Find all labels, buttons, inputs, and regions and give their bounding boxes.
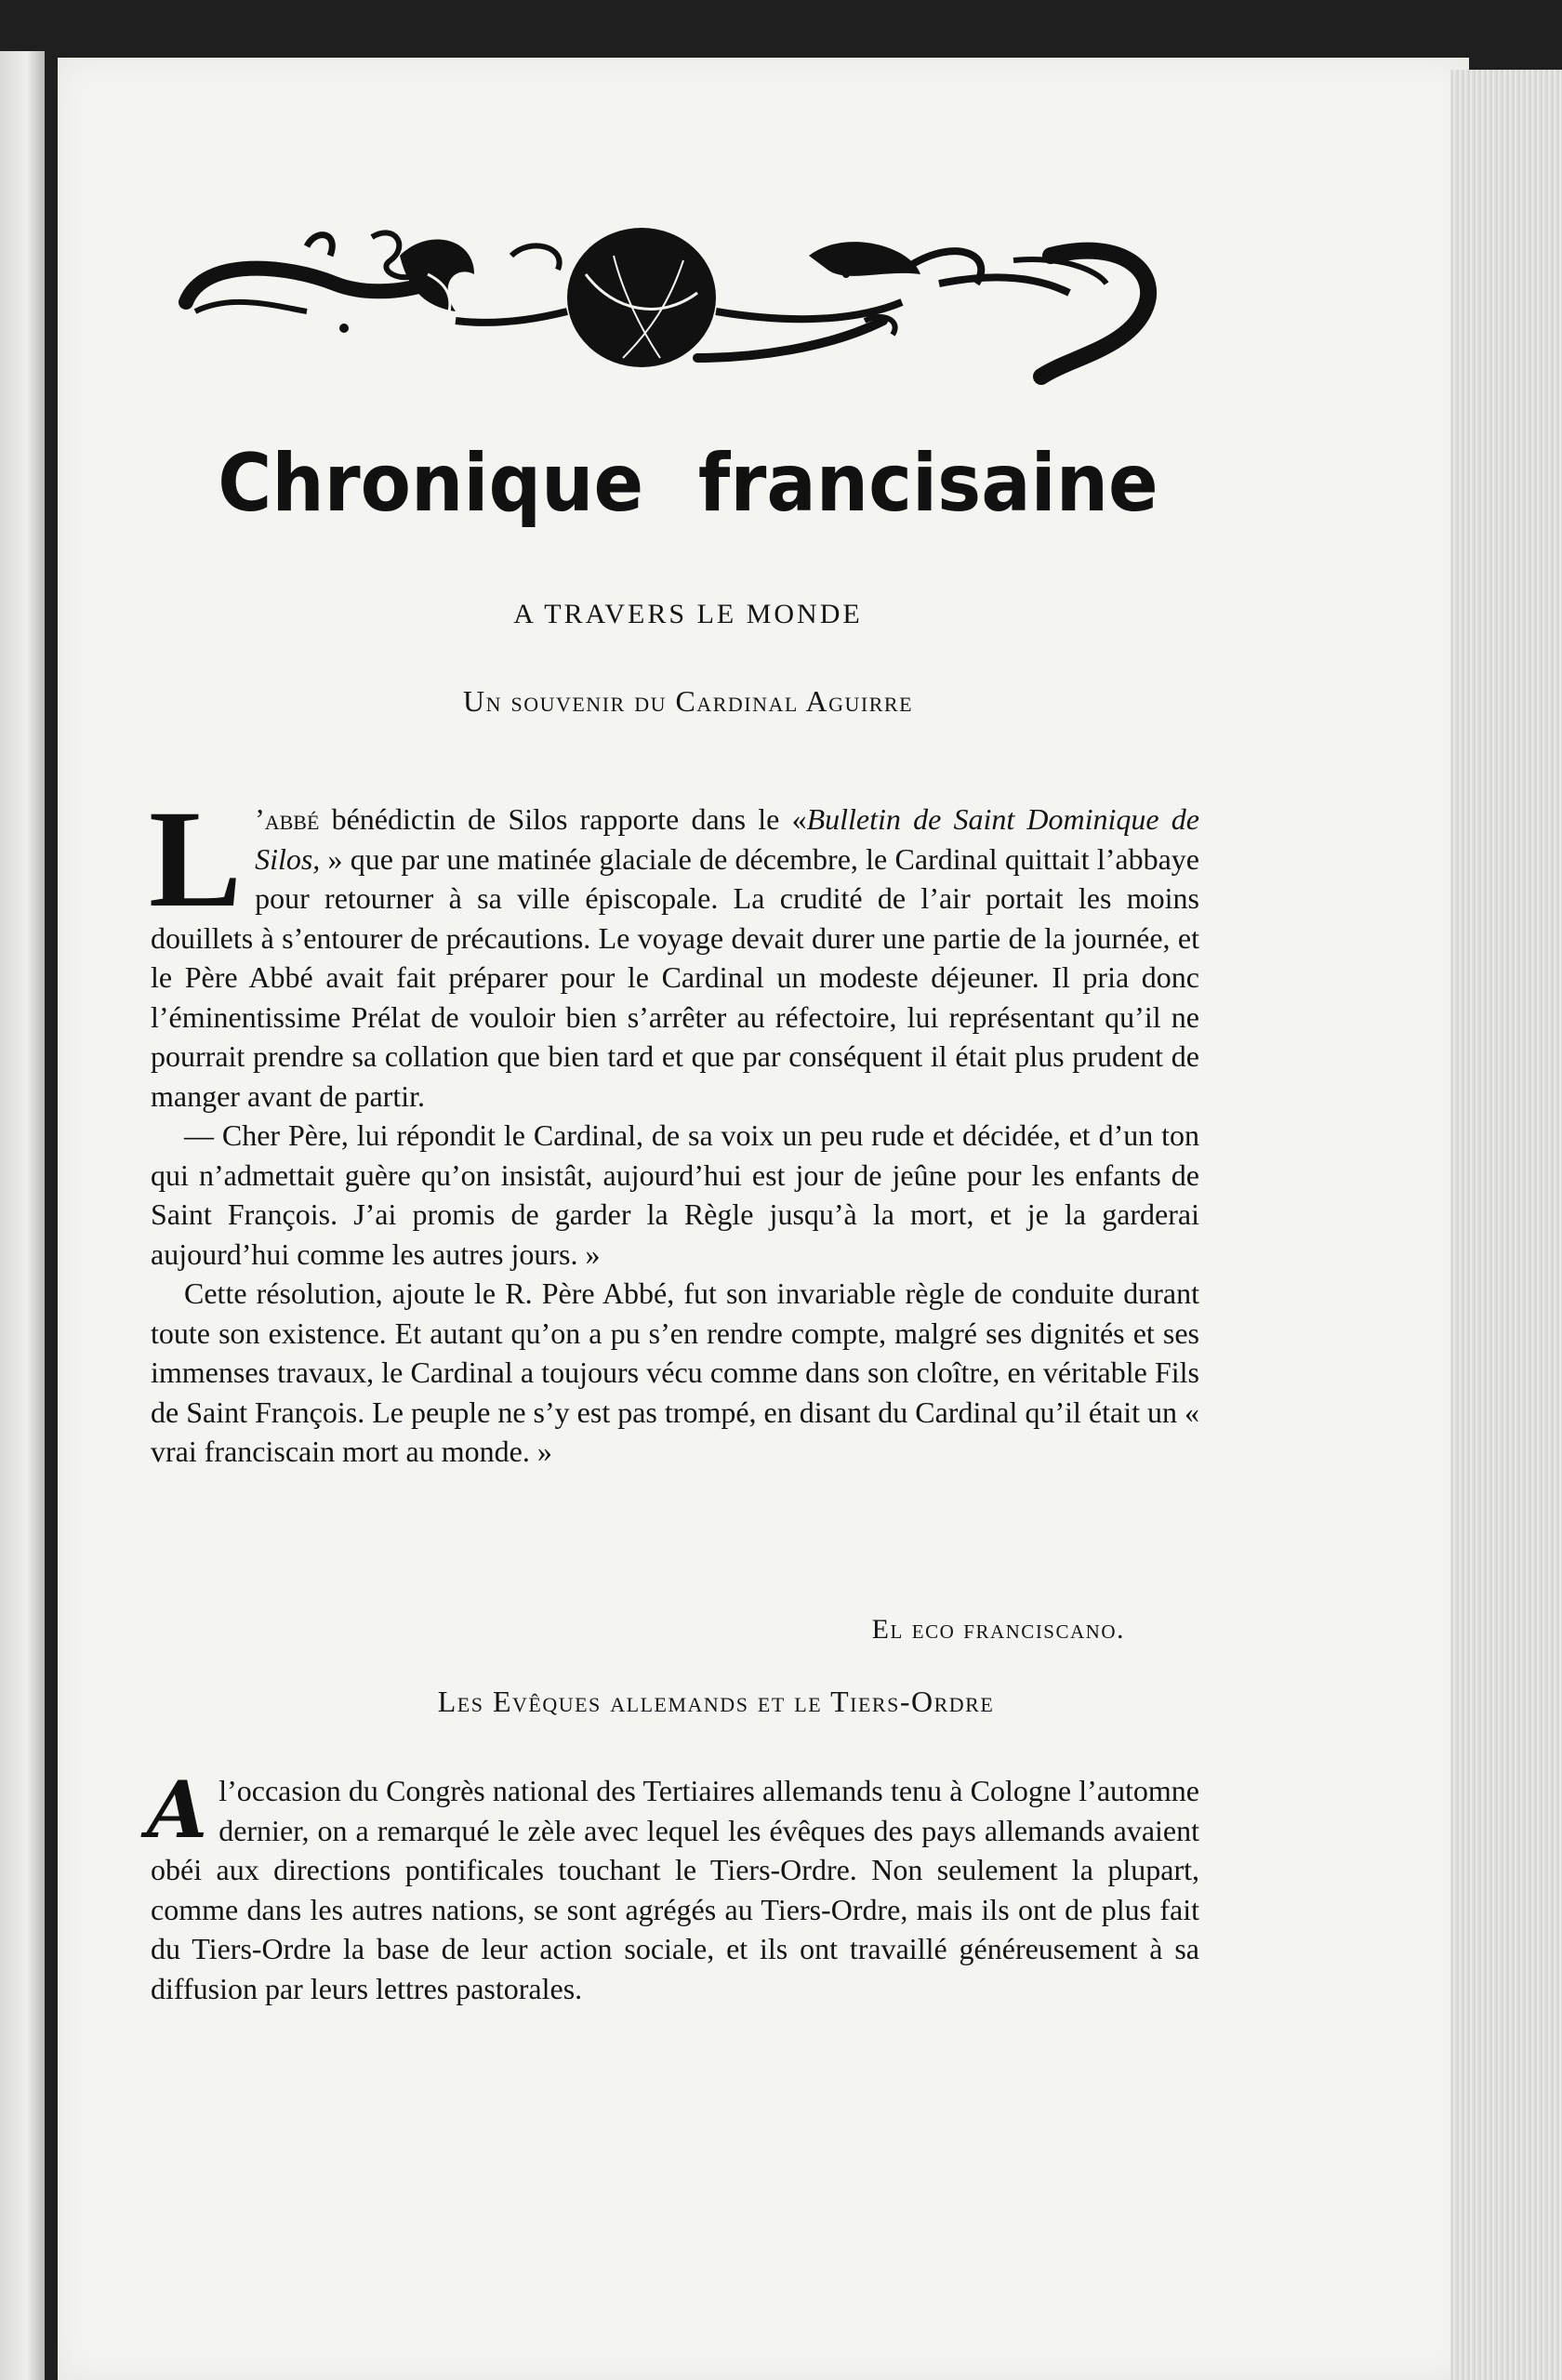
article1-heading: Un souvenir du Cardinal Aguirre — [462, 684, 914, 718]
page-stack-edge — [1450, 70, 1562, 2380]
facing-page-edge — [0, 51, 45, 2380]
dropcap-a: A — [147, 1764, 208, 1856]
article1-signature: El eco franciscano. — [871, 1614, 1125, 1645]
article1-body — [149, 782, 1200, 1472]
section-heading: A TRAVERS LE MONDE — [513, 599, 863, 629]
article2-paragraph-1 — [147, 1764, 1199, 2008]
article1-lead: ’abbé — [255, 802, 320, 836]
article2-p1-text: l’occasion du Congrès national des Tertiaires allemands tenu à Cologne l’automne dernier, on a remarqué le zèle avec lequel les évêques des pays allemands avaient obéi aux directions pontificales touchant le Tiers-Ordre. Non seulement la plupart, comme dans les autres nations, se sont agrégés au Tiers-Ordre, mais ils ont de plus fait du Tiers-Ordre la base de leur action sociale, et ils ont travaillé généreusement à sa diffusion par leurs lettres pastorales. — [151, 1774, 1199, 2005]
article1-paragraph-3: Cette résolution, ajoute le R. Père Abbé, fut son invariable règle de conduite durant toute son existence. Et autant qu’on a pu s’en rendre compte, malgré ses dignités et ses immenses travaux, le Cardinal a toujours vécu comme dans son cloître, en véritable Fils de Saint François. Le peuple ne s’y est pas trompé, en disant du Cardinal qu’il était un « vrai franciscain mort au monde. » — [151, 1276, 1199, 1468]
article1-paragraph-2: — Cher Père, lui répondit le Cardinal, de sa voix un peu rude et décidée, et d’un ton qui n’admettait guère qu’on insistât, aujourd’hui est jour de jeûne pour les enfants de Saint François. J’ai promis de garder la Règle jusqu’à la mort, et je la garderai aujourd’hui comme les autres jours. » — [151, 1118, 1199, 1271]
article2-heading: Les Evêques allemands et le Tiers-Ordre — [437, 1685, 995, 1718]
page-title: Chronique francisaine — [218, 437, 1158, 530]
article1-p1-italic: Bulletin de Saint Dominique de Silos, — [255, 802, 1200, 876]
article2-body — [147, 1764, 1199, 2008]
article1-p1-end: » que par une matinée glaciale de décembre, le Cardinal quittait l’abbaye pour retourner à sa ville épiscopale. La crudité de l’air portait les moins douillets à s’entourer de précautions. Le voyage devait durer une partie de la journée, et le Père Abbé avait fait préparer pour le Cardinal un modeste déjeuner. Il pria donc l’éminentissime Prélat de vouloir bien s’arrêter au réfectoire, lui représentant qu’il ne pourrait prendre sa collation que bien tard et que par conséquent il était plus prudent de manger avant de partir. — [151, 841, 1199, 1113]
floral-ornament-icon — [177, 218, 1181, 386]
article1-p1-text: bénédictin de Silos rapporte dans le « — [319, 802, 807, 836]
dropcap-l: L — [149, 782, 243, 936]
article1-paragraph-1 — [149, 782, 1200, 1116]
